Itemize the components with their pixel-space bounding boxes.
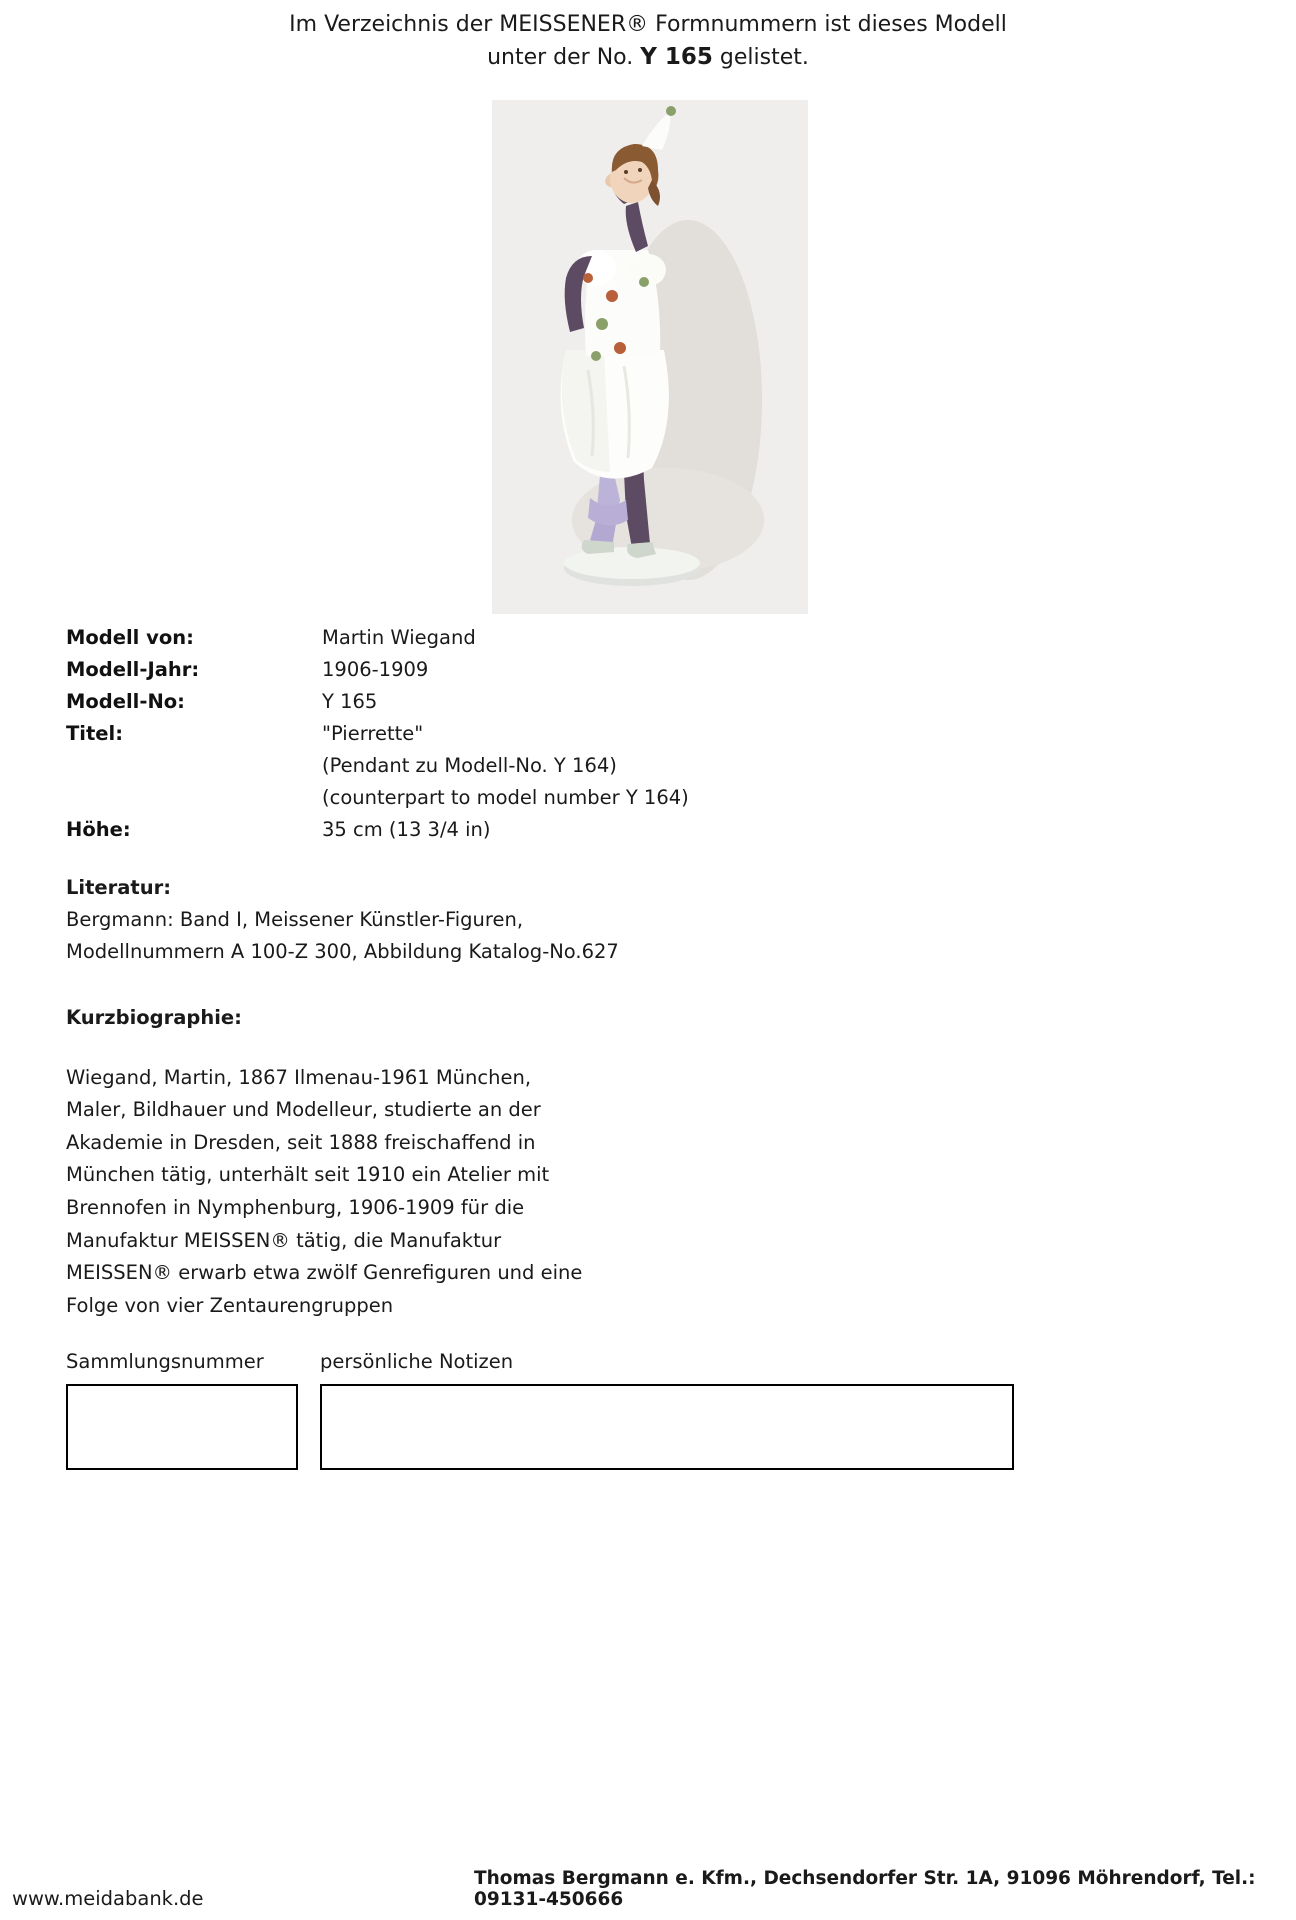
detail-row [66, 654, 1166, 686]
detail-value-model-year: 1906-1909 [322, 658, 429, 681]
figurine-photo [492, 100, 808, 614]
biography-line: Manufaktur MEISSEN® tätig, die Manufaktur [66, 1228, 502, 1252]
header-line-2-prefix: unter der No. [487, 45, 641, 70]
annotation-boxes [66, 1348, 1166, 1474]
footer-contact-info: Thomas Bergmann e. Kfm., Dechsendorfer Str. 1A, 91096 Möhrendorf, Tel.: 09131-450666 [474, 1868, 1256, 1910]
literature-section [66, 872, 1166, 968]
literature-line-1: Bergmann: Band I, Meissener Künstler-Figuren, [66, 908, 524, 931]
biography-line: Brennofen in Nymphenburg, 1906-1909 für die [66, 1195, 525, 1219]
detail-counterpart-de: (Pendant zu Modell-No. Y 164) [322, 754, 617, 777]
biography-line: Wiegand, Martin, 1867 Ilmenau-1961 München, [66, 1065, 532, 1089]
detail-value-height: 35 cm (13 3/4 in) [322, 818, 491, 841]
detail-row [66, 814, 1166, 846]
biography-line: München tätig, unterhält seit 1910 ein Atelier mit [66, 1163, 550, 1187]
collection-number-field[interactable] [66, 1384, 298, 1470]
detail-value-model-number: Y 165 [322, 690, 378, 713]
header-line-2-suffix: gelistet. [712, 45, 809, 70]
model-details [66, 622, 1166, 846]
biography-section [66, 1002, 1166, 1322]
box-row [66, 1384, 1166, 1474]
detail-label-height: Höhe: [66, 818, 131, 841]
box-labels [66, 1348, 1166, 1380]
biography-line: MEISSEN® erwarb etwa zwölf Genrefiguren und eine [66, 1261, 583, 1285]
biography-line: Maler, Bildhauer und Modelleur, studierte an der [66, 1098, 541, 1122]
detail-row [66, 686, 1166, 718]
footer-website-link[interactable]: www.meidabank.de [12, 1887, 204, 1910]
detail-value-modeller: Martin Wiegand [322, 626, 476, 649]
detail-label-model-year: Modell-Jahr: [66, 658, 200, 681]
personal-notes-label: persönliche Notizen [320, 1350, 514, 1373]
detail-label-model-number: Modell-No: [66, 690, 185, 713]
header-model-number: Y 165 [640, 44, 713, 70]
literature-heading: Literatur: [66, 876, 172, 899]
detail-row [66, 622, 1166, 654]
header-line-2 [0, 41, 1296, 74]
collection-number-label: Sammlungsnummer [66, 1350, 264, 1373]
detail-label-title: Titel: [66, 722, 124, 745]
detail-value-title: "Pierrette" [322, 722, 424, 745]
detail-counterpart-en: (counterpart to model number Y 164) [322, 786, 689, 809]
personal-notes-field[interactable] [320, 1384, 1014, 1470]
page-footer [0, 1870, 1296, 1910]
literature-line-2: Modellnummern A 100-Z 300, Abbildung Katalog-No.627 [66, 940, 619, 963]
detail-row [66, 718, 1166, 750]
figurine-illustration [492, 100, 808, 614]
header-line-1: Im Verzeichnis der MEISSENER® Formnummern ist dieses Modell [289, 12, 1007, 37]
page-header [0, 8, 1296, 74]
biography-heading: Kurzbiographie: [66, 1006, 242, 1029]
biography-line: Folge von vier Zentaurengruppen [66, 1293, 394, 1317]
biography-line: Akademie in Dresden, seit 1888 freischaffend in [66, 1130, 536, 1154]
detail-label-modeller: Modell von: [66, 626, 194, 649]
